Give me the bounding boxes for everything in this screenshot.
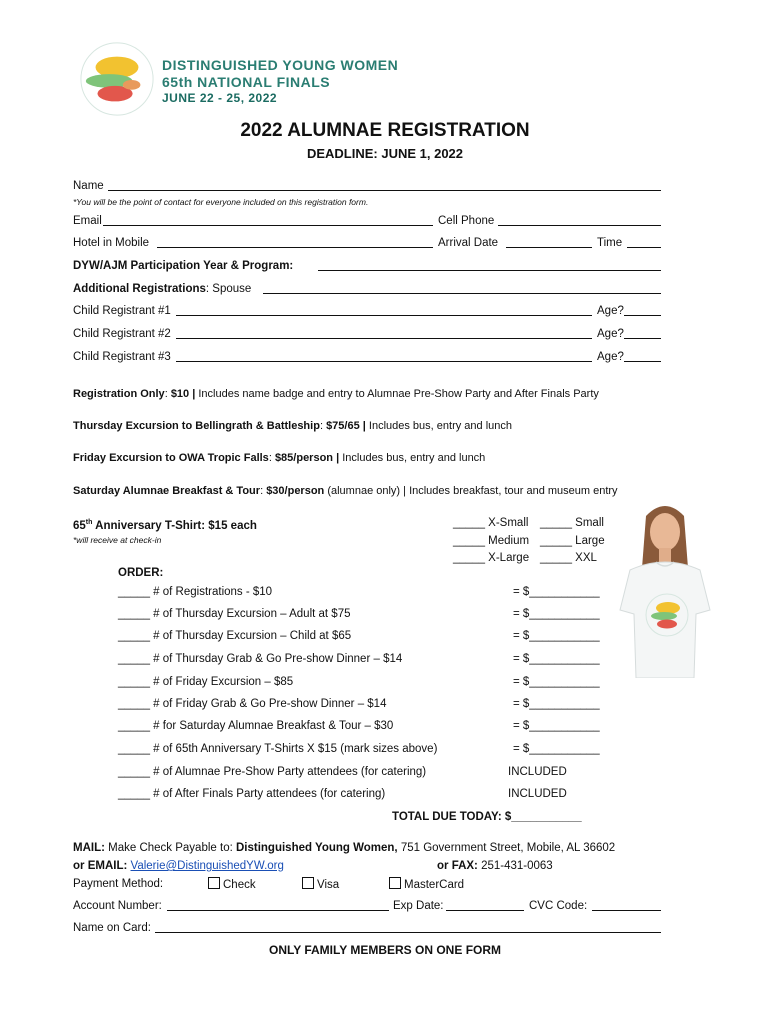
order-row[interactable]: _____ # for Saturday Alumnae Breakfast & Tour – $30 xyxy=(118,720,394,732)
event-registration: Registration Only: $10 | Includes name badge and entry to Alumnae Pre-Show Party and After Finals Party xyxy=(73,388,599,400)
hotel-field[interactable] xyxy=(157,247,433,248)
order-row[interactable]: _____ # of After Finals Party attendees (for catering) xyxy=(118,788,386,800)
time-field[interactable] xyxy=(627,247,661,248)
time-label: Time xyxy=(597,237,623,249)
card-name-field[interactable] xyxy=(155,932,661,933)
order-row[interactable]: _____ # of Friday Grab & Go Pre-show Dinner – $14 xyxy=(118,698,387,710)
tshirt-note: *will receive at check-in xyxy=(73,535,162,545)
child3-age-field[interactable] xyxy=(624,361,661,362)
order-amount-included: INCLUDED xyxy=(508,766,567,778)
order-row[interactable]: _____ # of Alumnae Pre-Show Party attendees (for catering) xyxy=(118,766,427,778)
name-label: Name xyxy=(73,180,104,192)
order-amount[interactable]: = $___________ xyxy=(513,676,600,688)
order-amount[interactable]: = $___________ xyxy=(513,743,600,755)
event-saturday: Saturday Alumnae Breakfast & Tour: $30/person (alumnae only) | Includes breakfast, tour and museum entry xyxy=(73,485,618,497)
name-note: *You will be the point of contact for everyone included on this registration form. xyxy=(73,197,369,207)
check-option[interactable]: Check xyxy=(208,877,256,892)
email-label: Email xyxy=(73,215,102,227)
dyw-logo-icon xyxy=(78,40,156,118)
child3-field[interactable] xyxy=(176,361,592,362)
tshirt-model-image xyxy=(618,498,713,678)
account-field[interactable] xyxy=(167,910,389,911)
form-title: 2022 ALUMNAE REGISTRATION xyxy=(240,120,530,141)
hotel-label: Hotel in Mobile xyxy=(73,237,150,249)
mail-instructions: MAIL: Make Check Payable to: Distinguished Young Women, 751 Government Street, Mobile, AL 36602 xyxy=(73,842,616,854)
child1-label: Child Registrant #1 xyxy=(73,305,171,317)
event-thursday: Thursday Excursion to Bellingrath & Battleship: $75/65 | Includes bus, entry and lunch xyxy=(73,420,512,432)
deadline: DEADLINE: JUNE 1, 2022 xyxy=(306,146,464,161)
email-instructions: or EMAIL: Valerie@DistinguishedYW.org xyxy=(73,860,284,872)
child3-label: Child Registrant #3 xyxy=(73,351,171,363)
order-amount[interactable]: = $___________ xyxy=(513,586,600,598)
cvc-label: CVC Code: xyxy=(529,900,588,912)
name-field[interactable] xyxy=(108,190,661,191)
order-row[interactable]: _____ # of Thursday Grab & Go Pre-show Dinner – $14 xyxy=(118,653,403,665)
account-label: Account Number: xyxy=(73,900,162,912)
arrival-label: Arrival Date xyxy=(438,237,499,249)
card-name-label: Name on Card: xyxy=(73,922,151,934)
participation-field[interactable] xyxy=(318,270,661,271)
child2-field[interactable] xyxy=(176,338,592,339)
child1-field[interactable] xyxy=(176,315,592,316)
order-row[interactable]: _____ # of 65th Anniversary T-Shirts X $15 (mark sizes above) xyxy=(118,743,438,755)
size-small[interactable]: _____ Small xyxy=(540,517,604,529)
visa-option[interactable]: Visa xyxy=(302,877,339,892)
child1-age-label: Age? xyxy=(597,305,624,317)
participation-label: DYW/AJM Participation Year & Program: xyxy=(73,260,294,272)
additional-label: Additional Registrations: Spouse xyxy=(73,283,252,295)
mastercard-option[interactable]: MasterCard xyxy=(389,877,464,892)
order-row[interactable]: _____ # of Thursday Excursion – Child at $65 xyxy=(118,630,352,642)
brand-line-1: DISTINGUISHED YOUNG WOMEN xyxy=(162,57,399,73)
child2-age-field[interactable] xyxy=(624,338,661,339)
tshirt-title: 65th Anniversary T-Shirt: $15 each xyxy=(73,519,257,532)
size-xxl[interactable]: _____ XXL xyxy=(540,552,597,564)
size-medium[interactable]: _____ Medium xyxy=(453,535,530,547)
check-checkbox[interactable] xyxy=(208,877,220,889)
order-amount[interactable]: = $___________ xyxy=(513,653,600,665)
email-link[interactable]: Valerie@DistinguishedYW.org xyxy=(130,860,284,872)
child3-age-label: Age? xyxy=(597,351,624,363)
cvc-field[interactable] xyxy=(592,910,661,911)
mastercard-checkbox[interactable] xyxy=(389,877,401,889)
order-row[interactable]: _____ # of Friday Excursion – $85 xyxy=(118,676,294,688)
email-field[interactable] xyxy=(103,225,433,226)
size-xsmall[interactable]: _____ X-Small xyxy=(453,517,529,529)
event-friday: Friday Excursion to OWA Tropic Falls: $85/person | Includes bus, entry and lunch xyxy=(73,452,486,464)
exp-field[interactable] xyxy=(446,910,524,911)
order-row[interactable]: _____ # of Thursday Excursion – Adult at $75 xyxy=(118,608,351,620)
child1-age-field[interactable] xyxy=(624,315,661,316)
order-amount-included: INCLUDED xyxy=(508,788,567,800)
order-amount[interactable]: = $___________ xyxy=(513,630,600,642)
brand-line-3: JUNE 22 - 25, 2022 xyxy=(162,91,278,105)
visa-checkbox[interactable] xyxy=(302,877,314,889)
brand-line-2: 65th NATIONAL FINALS xyxy=(162,74,331,90)
order-amount[interactable]: = $___________ xyxy=(513,698,600,710)
order-amount[interactable]: = $___________ xyxy=(513,720,600,732)
exp-label: Exp Date: xyxy=(393,900,444,912)
cell-field[interactable] xyxy=(498,225,661,226)
cell-label: Cell Phone xyxy=(438,215,495,227)
order-heading: ORDER: xyxy=(118,567,164,579)
child2-age-label: Age? xyxy=(597,328,624,340)
child2-label: Child Registrant #2 xyxy=(73,328,171,340)
order-row[interactable]: _____ # of Registrations - $10 xyxy=(118,586,273,598)
total-due[interactable]: TOTAL DUE TODAY: $___________ xyxy=(392,811,582,823)
size-large[interactable]: _____ Large xyxy=(540,535,605,547)
fax-instructions: or FAX: 251-431-0063 xyxy=(437,860,553,872)
size-xlarge[interactable]: _____ X-Large xyxy=(453,552,530,564)
payment-method-label: Payment Method: xyxy=(73,878,164,890)
spouse-field[interactable] xyxy=(263,293,661,294)
footer-note: ONLY FAMILY MEMBERS ON ONE FORM xyxy=(268,943,502,957)
arrival-field[interactable] xyxy=(506,247,592,248)
order-amount[interactable]: = $___________ xyxy=(513,608,600,620)
